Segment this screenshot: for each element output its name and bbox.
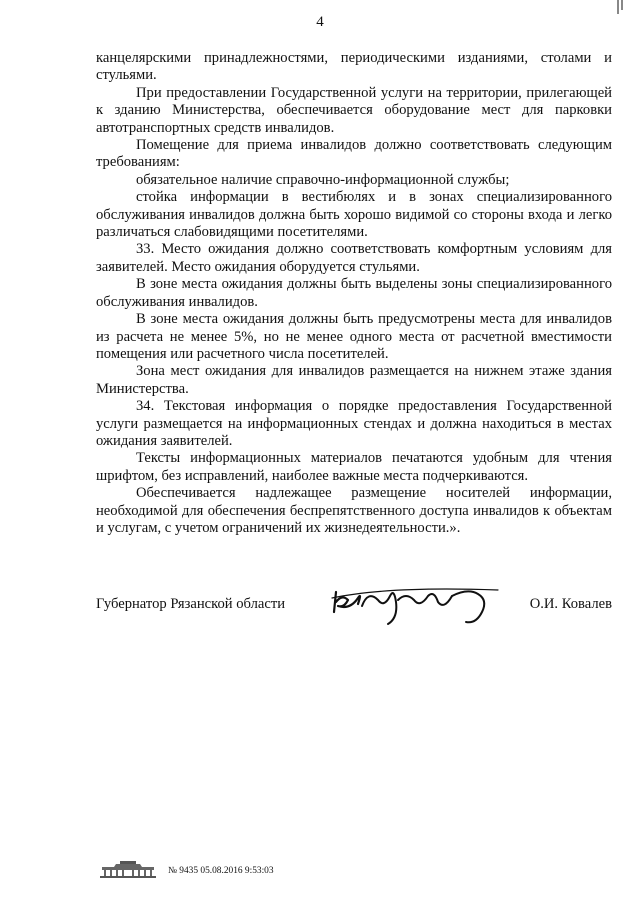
corner-mark-icon xyxy=(616,0,626,16)
paragraph-11: Тексты информационных материалов печатаются удобным для чтения шрифтом, без исправлений, наиболее важные места подчеркиваются. xyxy=(96,450,612,484)
registration-code: № 9435 05.08.2016 9:53:03 xyxy=(168,866,274,876)
paragraph-1: канцелярскими принадлежностями, периодическими изданиями, столами и стульями. xyxy=(96,50,612,84)
document-body xyxy=(96,50,612,537)
government-building-icon xyxy=(96,860,160,882)
paragraph-9: Зона мест ожидания для инвалидов размещается на нижнем этаже здания Министерства. xyxy=(96,363,612,397)
paragraph-8: В зоне места ожидания должны быть предусмотрены места для инвалидов из расчета не менее 5%, но не менее одного места от расчетной вместимости помещения или расчетного числа посетителей. xyxy=(96,311,612,362)
paragraph-3: Помещение для приема инвалидов должно соответствовать следующим требованиям: xyxy=(96,137,612,171)
signatory-title: Губернатор Рязанской области xyxy=(96,596,286,612)
page-number: 4 xyxy=(316,14,324,30)
paragraph-7: В зоне места ожидания должны быть выделены зоны специализированного обслуживания инвалидов. xyxy=(96,276,612,310)
paragraph-10: 34. Текстовая информация о порядке предоставления Государственной услуги размещается на информационных стендах и должна находиться в местах ожидания заявителей. xyxy=(96,398,612,449)
paragraph-6: 33. Место ожидания должно соответствовать комфортным условиям для заявителей. Место ожидания оборудуется стульями. xyxy=(96,241,612,275)
signature-block xyxy=(96,588,612,638)
paragraph-4: обязательное наличие справочно-информационной службы; xyxy=(136,171,510,188)
signatory-name: О.И. Ковалев xyxy=(529,596,612,612)
paragraph-5: стойка информации в вестибюлях и в зонах специализированного обслуживания инвалидов должна быть хорошо видимой со стороны входа и легко различаться слабовидящими посетителями. xyxy=(96,189,612,241)
handwritten-signature-icon xyxy=(328,578,508,628)
paragraph-2: При предоставлении Государственной услуги на территории, прилегающей к зданию Министерства, обеспечивается оборудование мест для парковки автотранспортных средств инвалидов. xyxy=(96,84,612,136)
paragraph-12: Обеспечивается надлежащее размещение носителей информации, необходимой для обеспечения беспрепятственного доступа инвалидов к объектам и услугам, с учетом ограничений их жизнедеятельности.». xyxy=(96,485,612,536)
